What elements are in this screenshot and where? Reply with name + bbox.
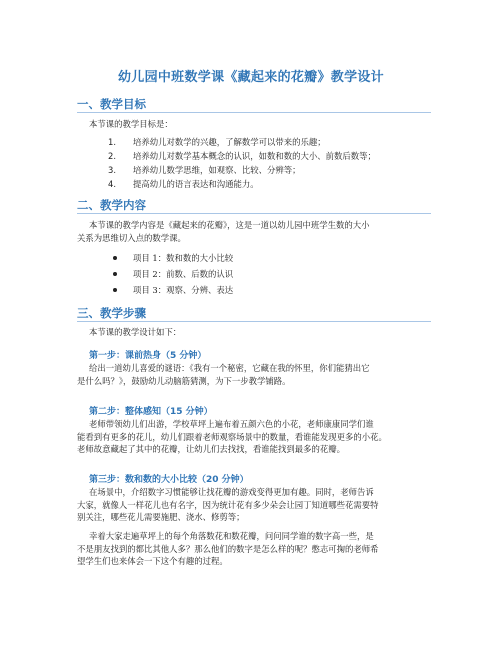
list-item — [113, 266, 433, 282]
step-title: 第三步：数和数的大小比较（20 分钟） — [89, 475, 249, 485]
objectives-list — [108, 135, 428, 191]
step-text: 在场景中，介绍数字习惯能够让找花瓣的游戏变得更加有趣。同时，老师告诉 大家，就像人一样花儿也有名字，因为统计花有多少朵会让园丁知道哪些花需要特 别关注，哪些花儿需要施肥、浇水、修剪等； — [77, 487, 379, 522]
list-item-text: 培养幼儿对数学的兴趣，了解数学可以带来的乐趣； — [133, 137, 326, 147]
bullet-icon — [113, 288, 117, 292]
content-list — [113, 250, 433, 298]
step-title: 第一步：课前热身（5 分钟） — [89, 351, 207, 361]
list-number: 3. — [108, 165, 116, 175]
section-divider — [77, 112, 431, 113]
list-number: 2. — [108, 151, 116, 161]
list-item — [113, 250, 433, 266]
document-title: 幼儿园中班数学课《藏起来的花瓣》教学设计 — [117, 70, 384, 85]
bullet-icon — [113, 256, 117, 260]
list-item-text: 提高幼儿的语言表达和沟通能力。 — [133, 179, 259, 189]
section-intro: 本节课的教学目标是： — [89, 119, 173, 129]
list-item — [113, 282, 433, 298]
list-item-text: 项目 2：前数、后数的认识 — [133, 269, 234, 279]
section-heading-content: 二、教学内容 — [77, 198, 146, 212]
section-divider — [77, 213, 431, 214]
section-divider — [77, 321, 431, 322]
list-item — [108, 177, 428, 191]
section-heading-objectives: 一、教学目标 — [77, 97, 146, 111]
list-number: 1. — [108, 137, 116, 147]
list-item — [108, 135, 428, 149]
list-item-text: 培养幼儿对数学基本概念的认识，如数和数的大小、前数后数等； — [133, 151, 376, 161]
list-item — [108, 149, 428, 163]
list-item-text: 项目 1：数和数的大小比较 — [133, 253, 234, 263]
step-text-continued: 幸着大家走遍草坪上的每个角落数花和数花瓣，问问同学谁的数字高一些，是 不是朋友找到的都比其他人多？那么他们的数字是怎么样的呢？憋志可掬的老师希 望学生们也来体会一下这个有趣的过程。 — [77, 531, 379, 566]
list-item — [108, 163, 428, 177]
list-item-text: 项目 3：观察、分辨、表达 — [133, 285, 234, 295]
section-intro: 本节课的教学设计如下： — [89, 327, 182, 337]
section-heading-steps: 三、教学步骤 — [77, 306, 146, 320]
list-item-text: 培养幼儿数学思维，如观察、比较、分辨等； — [133, 165, 301, 175]
step-text: 老师带领幼儿们出游，学校草坪上遍布着五颜六色的小花，老师康康同学们谁 能看到有更多的花儿，幼儿们跟着老师观察场景中的数量，看谁能发现更多的小花。 老师故意藏起了其中的花瓣，让幼儿们去找找，看谁能找到最多的花瓣。 — [77, 419, 387, 454]
step-title: 第二步：整体感知（15 分钟） — [89, 407, 213, 417]
section-intro: 本节课的教学内容是《藏起来的花瓣》，这是一道以幼儿园中班学生数的大小 关系为思维切入点的数学课。 — [77, 220, 370, 243]
step-text: 给出一道幼儿喜爱的谜语：《我有一个秘密，它藏在我的怀里，你们能猜出它 是什么吗？》，鼓励幼儿动脑筋猜测，为下一步教学铺路。 — [77, 363, 370, 386]
list-number: 4. — [108, 179, 116, 189]
bullet-icon — [113, 272, 117, 276]
